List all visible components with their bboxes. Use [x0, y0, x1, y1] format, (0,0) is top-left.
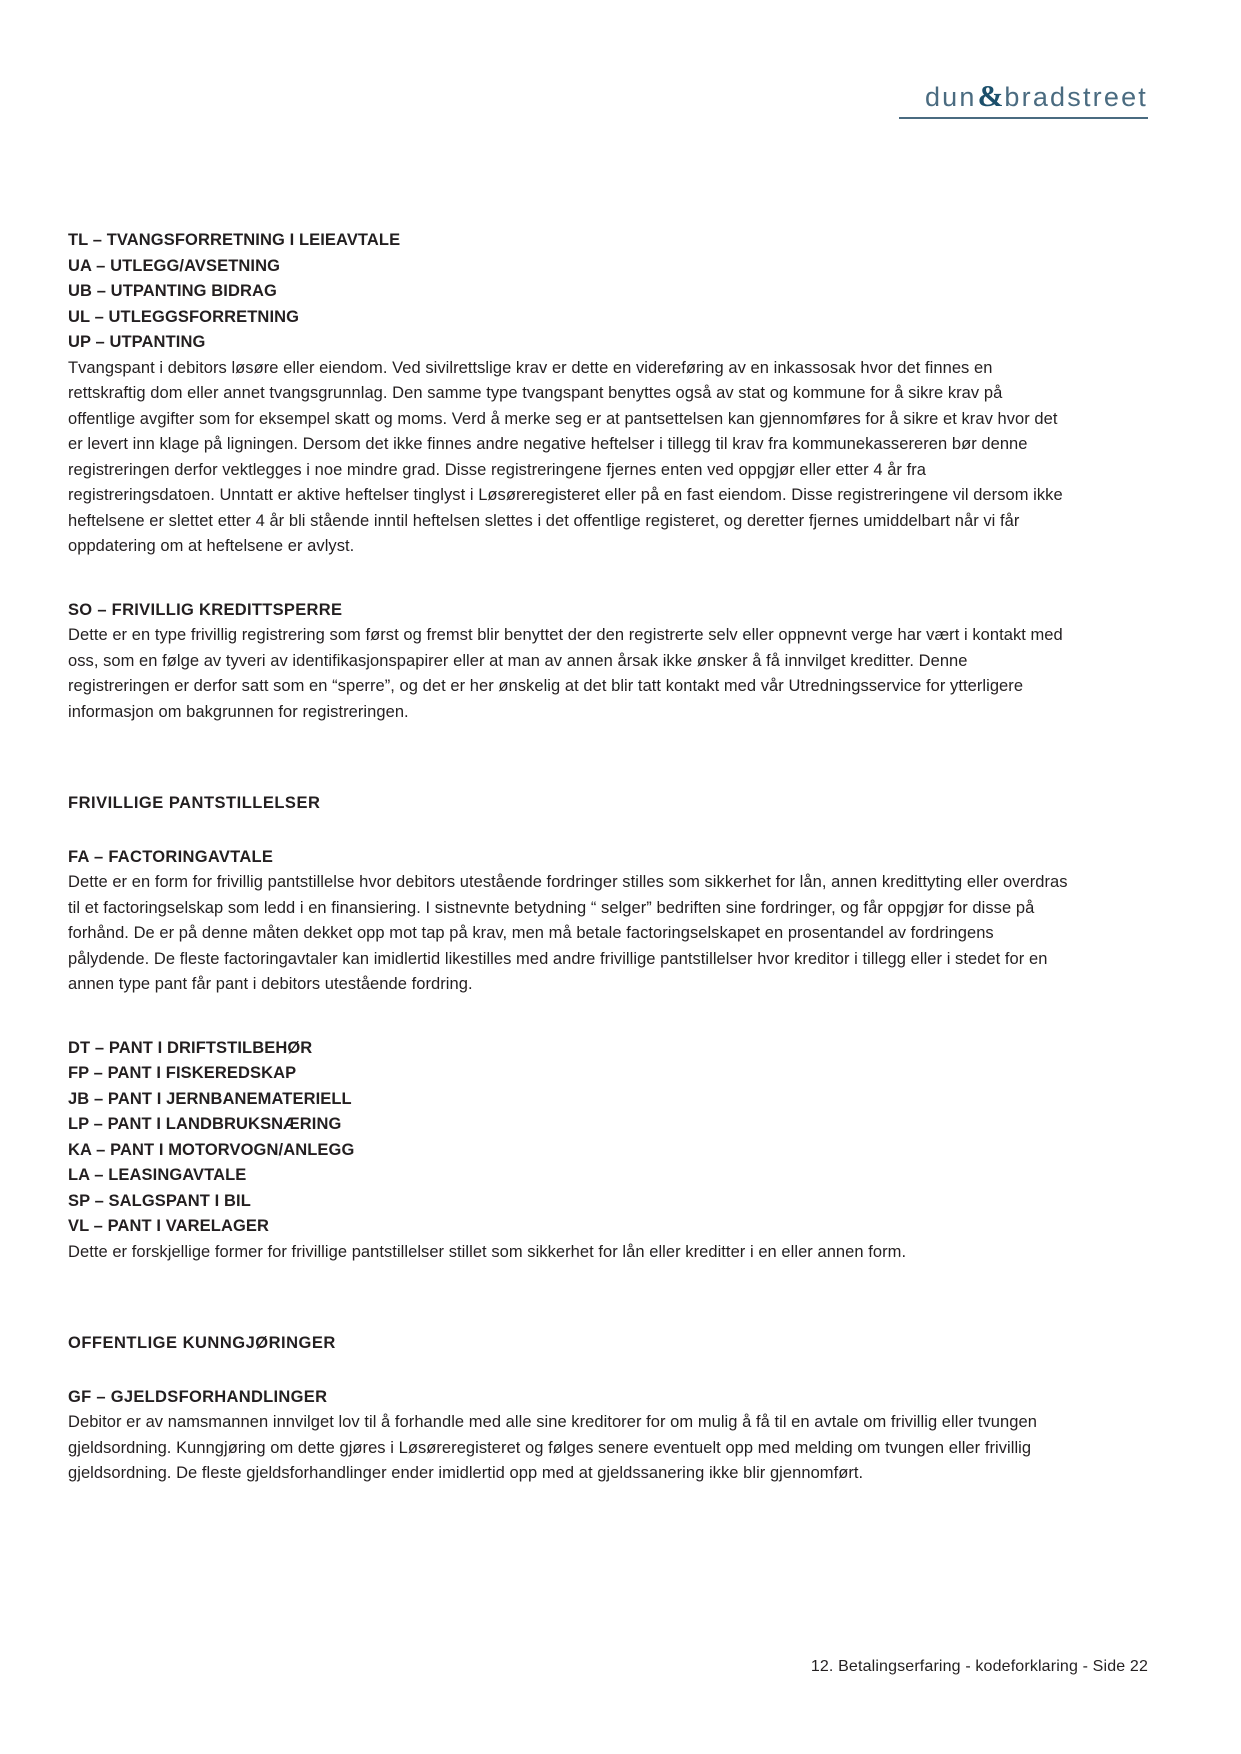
document-body — [68, 228, 1068, 1487]
code-heading-gf: GF – GJELDSFORHANDLINGER — [68, 1387, 328, 1406]
code-heading-fa: FA – FACTORINGAVTALE — [68, 847, 274, 866]
code-heading-la: LA – LEASINGAVTALE — [68, 1166, 247, 1184]
group-title-offentlige-kunngjoringer: OFFENTLIGE KUNNGJØRINGER — [68, 1334, 336, 1352]
section-heading-group-pantstillelser — [68, 1036, 1068, 1240]
code-heading-ul: UL – UTLEGGSFORRETNING — [68, 307, 300, 326]
spacer — [68, 560, 1068, 598]
logo-word-bradstreet: bradstreet — [1004, 82, 1148, 112]
code-heading-ka: KA – PANT I MOTORVOGN/ANLEGG — [68, 1140, 355, 1159]
code-heading-up: UP – UTPANTING — [68, 333, 206, 351]
code-heading-fp: FP – PANT I FISKEREDSKAP — [68, 1064, 297, 1082]
paragraph-kredittsperre: Dette er en type frivillig registrering som først og fremst blir benyttet der den registrerte selv eller oppnevnt verge har vært i kontakt med oss, som en følge av tyveri av identifikasjonspapirer eller at man av annen årsak ikke ønsker å få innvilget kreditter. Denne registreringen er derfor satt som en “sperre”, og det er her ønskelig at det blir tatt kontakt med vår Utredningsservice for ytterligere informasjon om bakgrunnen for registreringen. — [68, 626, 1063, 721]
spacer — [68, 998, 1068, 1036]
section-heading-group-kredittsperre — [68, 598, 1068, 624]
dun-bradstreet-logo — [925, 78, 1148, 114]
spacer — [68, 725, 1068, 791]
code-heading-ub: UB – UTPANTING BIDRAG — [68, 282, 277, 300]
code-heading-dt: DT – PANT I DRIFTSTILBEHØR — [68, 1038, 313, 1057]
code-heading-jb: JB – PANT I JERNBANEMATERIELL — [68, 1089, 352, 1108]
code-heading-tl: TL – TVANGSFORRETNING I LEIEAVTALE — [68, 231, 401, 249]
logo-underline-divider — [899, 117, 1148, 119]
code-heading-ua: UA – UTLEGG/AVSETNING — [68, 256, 281, 275]
code-heading-so: SO – FRIVILLIG KREDITTSPERRE — [68, 600, 343, 619]
paragraph-pantstillelser: Dette er forskjellige former for frivillige pantstillelser stillet som sikkerhet for lån eller kreditter i en eller annen form. — [68, 1242, 907, 1261]
code-heading-sp: SP – SALGSPANT I BIL — [68, 1191, 251, 1210]
spacer — [68, 1265, 1068, 1331]
spacer — [68, 1357, 1068, 1385]
code-heading-vl: VL – PANT I VARELAGER — [68, 1217, 270, 1235]
logo-ampersand-icon: & — [977, 78, 1004, 113]
paragraph-factoringavtale: Dette er en form for frivillig pantstillelse hvor debitors utestående fordringer stilles som sikkerhet for lån, annen kredittyting eller overdras til et factoringselskap som ledd i en finansiering. I sistnevnte betydning “ selger” bedriften sine fordringer, og får oppgjør for disse på forhånd. De er på denne måten dekket opp mot tap på krav, men må betale factoringselskapet en prosentandel av fordringens pålydende. De fleste factoringavtaler kan imidlertid likestilles med andre frivillige pantstillelser hvor kreditor i tillegg eller i stedet for en annen type pant får pant i debitors utestående fordring. — [68, 873, 1068, 993]
paragraph-tvangspant: Tvangspant i debitors løsøre eller eiendom. Ved sivilrettslige krav er dette en videreføring av en inkassosak hvor det finnes en rettskraftig dom eller annet tvangsgrunnlag. Den samme type tvangspant benyttes også av stat og kommune for å sikre krav på offentlige avgifter som for eksempel skatt og moms. Verd å merke seg er at pantsettelsen kan gjennomføres for å sikre et krav hvor det er levert inn klage på ligningen. Dersom det ikke finnes andre negative heftelser i tillegg til krav fra kommunekassereren bør denne registreringen derfor vektlegges i noe mindre grad. Disse registreringene fjernes enten ved oppgjør eller etter 4 år fra registreringsdatoen. Unntatt er aktive heftelser tinglyst i Løsøreregisteret eller på en fast eiendom. Disse registreringene vil dersom ikke heftelsene er slettet etter 4 år bli stående inntil heftelsen slettes i det offentlige registeret, og deretter fjernes umiddelbart når vi får oppdatering om at heftelsene er avlyst. — [68, 358, 1063, 555]
spacer — [68, 817, 1068, 845]
logo-word-dun: dun — [924, 82, 977, 112]
page-footer: 12. Betalingserfaring - kodeforklaring - Side 22 — [810, 1658, 1148, 1675]
section-heading-group-tvangspant — [68, 228, 1068, 356]
group-title-frivillige-pantstillelser: FRIVILLIGE PANTSTILLELSER — [68, 794, 321, 812]
paragraph-gjeldsforhandlinger: Debitor er av namsmannen innvilget lov til å forhandle med alle sine kreditorer for om mulig å få til en avtale om frivillig eller tvungen gjeldsordning. Kunngjøring om dette gjøres i Løsøreregisteret og følges senere eventuelt opp med melding om tvungen eller frivillig gjeldsordning. De fleste gjeldsforhandlinger ender imidlertid opp med at gjeldssanering ikke blir gjennomført. — [68, 1413, 1037, 1482]
code-heading-lp: LP – PANT I LANDBRUKSNÆRING — [68, 1115, 342, 1133]
